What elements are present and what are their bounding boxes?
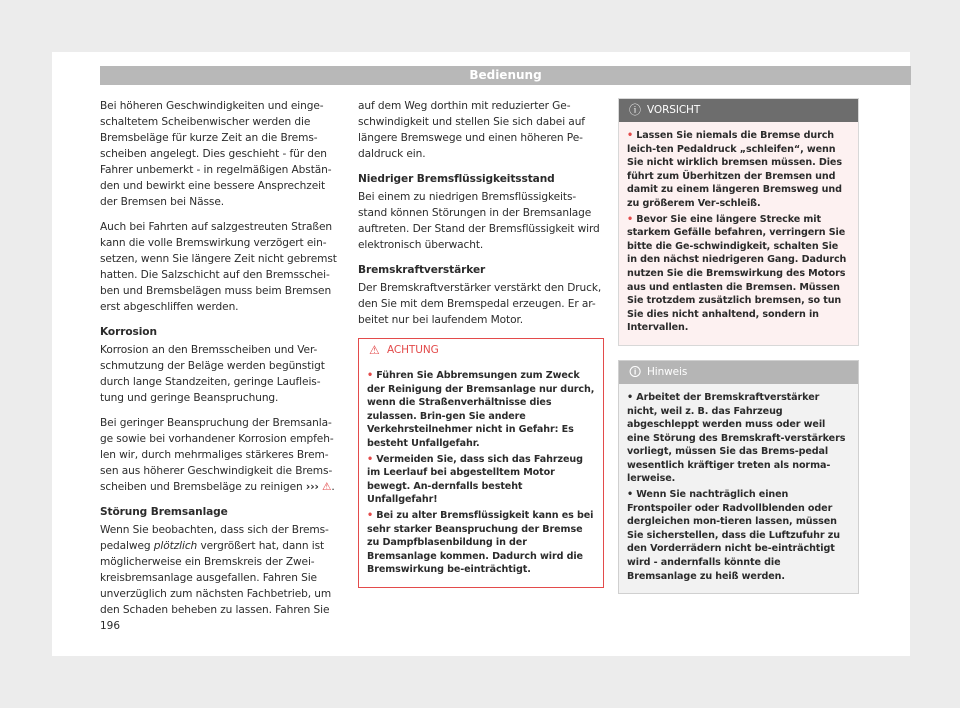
list-item-text: Führen Sie Abbremsungen zum Zweck der Reinigung der Bremsanlage nur durch, wenn die Straßenverhältnisse dies zulassen. Brin-gen Sie andere Verkehrsteilnehmer nicht in Gefahr: Es besteht Unfallgefahr. <box>367 370 595 449</box>
note-icon: 🛈 <box>629 364 642 379</box>
bullet: • <box>367 509 374 521</box>
paragraph: auf dem Weg dorthin mit reduzierter Ge-schwindigkeit und stellen Sie sich dabei auf längere Bremswege und einen höheren Pe-daldruck ein. <box>358 100 585 160</box>
list-item-text: Bei zu alter Bremsflüssigkeit kann es bei sehr starker Beanspruchung der Bremse zu Dampfblasenbildung in der Bremsanlage kommen. Dadurch wird die Bremswirkung be-einträchtigt. <box>367 509 594 576</box>
bullet: • <box>627 213 634 225</box>
paragraph <box>100 415 342 495</box>
section-header: Bedienung <box>100 66 911 85</box>
cross-reference-link[interactable]: ››› <box>305 481 319 493</box>
paragraph-text: Bei geringer Beanspruchung der Bremsanla-ge sowie bei vorhandener Korrosion empfeh-len wir, durch mehrmaliges stärkeres Brem-sen aus höherer Geschwindigkeit die Brems-scheiben und Bremsbeläge zu reinigen <box>100 417 334 493</box>
heading-stoerung: Störung Bremsanlage <box>100 506 228 518</box>
list-item-text: Wenn Sie nachträglich einen Frontspoiler oder Radvollblenden oder dergleichen mon-tieren lassen, müssen Sie sicherstellen, dass die Luftzufuhr zu den Vorderrädern nicht be-einträchtigt wird - andernfalls könnte die Bremsanlage zu heiß werden. <box>627 489 840 582</box>
bullet: • <box>627 130 634 141</box>
document-page <box>52 52 910 656</box>
list-item <box>367 453 595 507</box>
list-item-text: Arbeitet der Bremskraftverstärker nicht, weil z. B. das Fahrzeug abgeschleppt werden muss oder weil eine Störung des Bremskraft-verstärkers vorliegt, müssen Sie das Brems-pedal wesentlich kräftiger treten als norma-lerweise. <box>627 391 846 485</box>
paragraph: Auch bei Fahrten auf salzgestreuten Straßen kann die volle Bremswirkung verzögert ein-setzen, wenn Sie längere Zeit nicht gebremst hatten. Die Salzschicht auf den Bremsschei-ben und Bremsbelägen muss beim Bremsen erst abgeschliffen werden. <box>100 221 337 313</box>
bullet: • <box>627 391 634 403</box>
vorsicht-title: VORSICHT <box>647 104 701 116</box>
bullet: • <box>627 489 634 501</box>
list-item-text: Vermeiden Sie, dass sich das Fahrzeug im Leerlauf bei abgestelltem Motor bewegt. An-dernfalls besteht Unfallgefahr! <box>367 453 583 506</box>
page-number: 196 <box>100 620 121 632</box>
list-item-text: Lassen Sie niemals die Bremse durch leich-ten Pedaldruck „schleifen“, wenn Sie nicht wirklich bremsen müssen. Dies führt zum Überhitzen der Bremsen und damit zu einem längeren Bremsweg und zu größerem Ver-schleiß. <box>627 130 842 209</box>
period: . <box>331 481 335 493</box>
heading-bremsfluessigkeit: Niedriger Bremsflüssigkeitsstand <box>358 173 555 185</box>
warning-triangle-icon[interactable]: ⚠ <box>322 481 332 493</box>
heading-bremskraftverstaerker: Bremskraftverstärker <box>358 264 486 276</box>
hinweis-note-box <box>618 360 859 594</box>
vorsicht-header <box>619 99 858 122</box>
emphasis-text: plötzlich <box>153 540 198 552</box>
list-item <box>627 129 850 211</box>
heading-korrosion: Korrosion <box>100 326 157 338</box>
achtung-title: ACHTUNG <box>387 344 439 356</box>
warning-triangle-icon: ⚠ <box>369 343 380 357</box>
vorsicht-caution-box <box>618 98 859 346</box>
list-item <box>367 509 595 577</box>
achtung-body <box>359 362 603 587</box>
paragraph: Korrosion an den Bremsscheiben und Ver-schmutzung der Beläge werden begünstigt durch lange Standzeiten, geringe Laufleis-tung und geringe Beanspruchung. <box>100 344 325 404</box>
column-right <box>618 98 859 594</box>
paragraph: Bei einem zu niedrigen Bremsflüssigkeits-stand können Störungen in der Bremsanlage auftreten. Der Stand der Bremsflüssigkeit wird elektronisch überwacht. <box>358 191 600 251</box>
paragraph <box>100 522 342 618</box>
paragraph: Der Bremskraftverstärker verstärkt den Druck, den Sie mit dem Bremspedal erzeugen. Er ar-beitet nur bei laufendem Motor. <box>358 282 602 326</box>
list-item <box>627 213 850 335</box>
vorsicht-body <box>619 122 858 345</box>
bullet: • <box>367 370 374 381</box>
list-item-text: Bevor Sie eine längere Strecke mit starkem Gefälle befahren, verringern Sie bitte die Ge-schwindigkeit, schalten Sie in den nächst niedrigeren Gang. Dadurch nutzen Sie die Bremswirkung des Motors aus und entlasten die Bremsen. Müssen Sie trotzdem zusätzlich bremsen, so tun Sie dies nicht anhaltend, sondern in Intervallen. <box>627 213 847 334</box>
column-middle <box>358 98 604 588</box>
info-circle-icon: ⓘ <box>629 103 641 117</box>
achtung-warning-box <box>358 338 604 588</box>
paragraph-text: Wenn Sie beobachten, dass sich der Brems-pedalweg <box>100 524 329 552</box>
paragraph: Bei höheren Geschwindigkeiten und einge-schaltetem Scheibenwischer werden die Bremsbeläge für kurze Zeit an die Brems-scheiben angelegt. Dies geschieht - für den Fahrer unbemerkt - in regelmäßigen Abstän-den und bewirkt eine bessere Ansprechzeit der Bremsen bei Nässe. <box>100 100 332 208</box>
paragraph-text: vergrößert hat, dann ist möglicherweise ein Bremskreis der Zwei-kreisbremsanlage ausgefallen. Fahren Sie unverzüglich zum nächsten Fachbetrieb, um den Schaden beheben zu lassen. Fahren Sie <box>100 540 332 616</box>
hinweis-body <box>619 384 858 593</box>
list-item <box>367 369 595 451</box>
bullet: • <box>367 453 374 465</box>
hinweis-title: Hinweis <box>647 365 688 378</box>
list-item <box>627 391 850 486</box>
hinweis-header <box>619 361 858 384</box>
list-item <box>627 488 850 583</box>
column-left <box>100 98 342 627</box>
achtung-header <box>359 339 603 362</box>
